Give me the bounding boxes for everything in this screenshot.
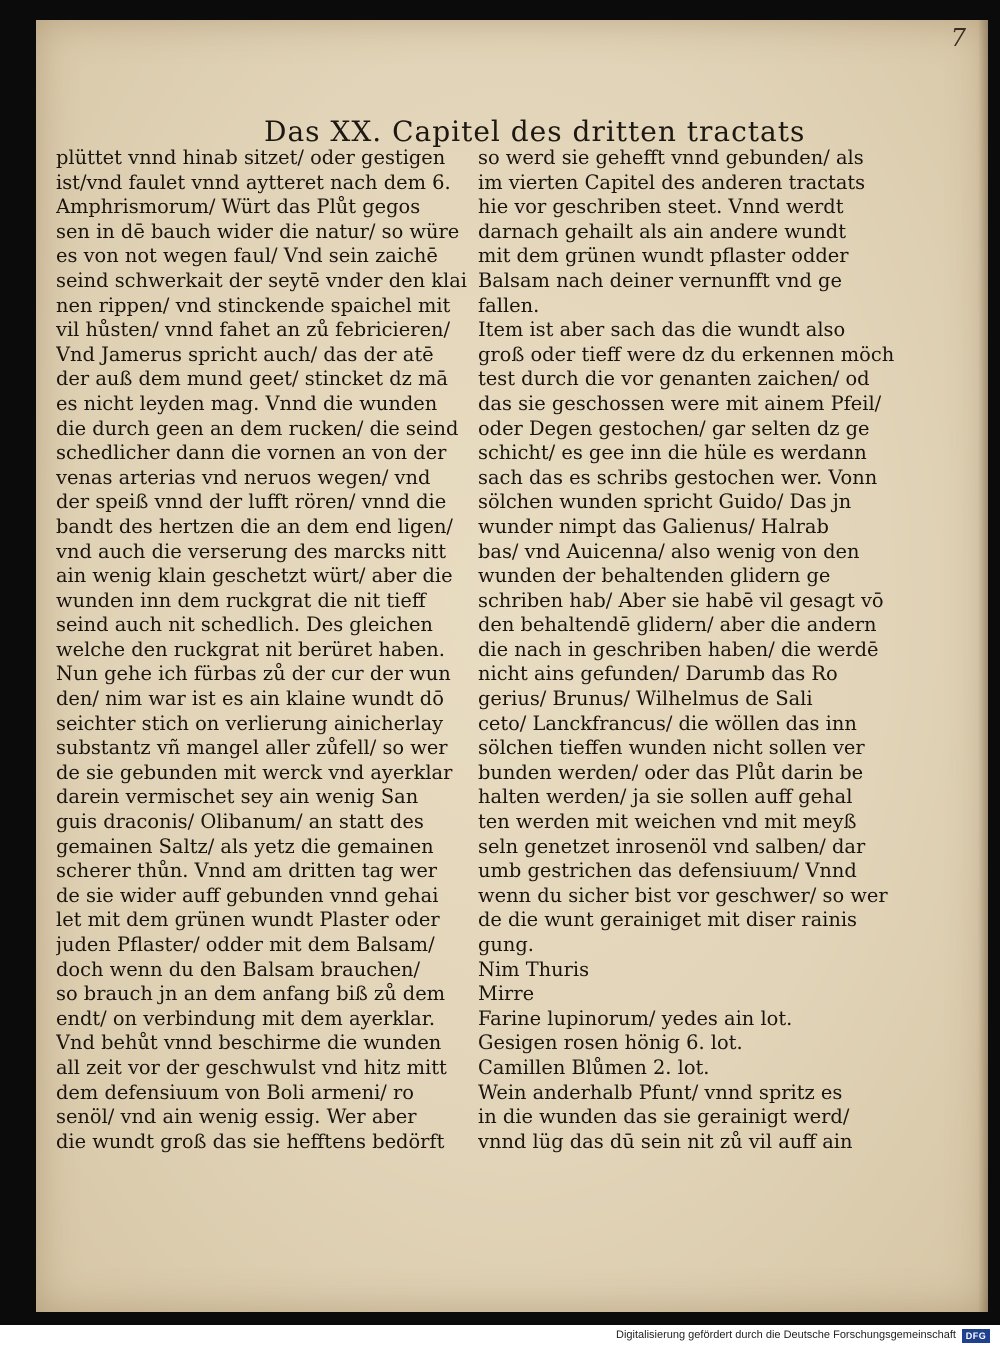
text-line: so brauch jn an dem anfang biß zů dem [56, 982, 446, 1006]
text-line: dem defensiuum von Boli armeni/ ro [56, 1080, 414, 1104]
text-line: Farine lupinorum/ yedes ain lot. [478, 1006, 793, 1030]
text-line: vnd auch die verserung des marcks nitt [56, 539, 446, 563]
text-line: doch wenn du den Balsam brauchen/ [56, 957, 421, 981]
text-line: bandt des hertzen die an dem end ligen/ [56, 514, 453, 538]
text-line: gerius/ Brunus/ Wilhelmus de Sali [478, 687, 813, 711]
text-line: let mit dem grünen wundt Plaster oder [56, 908, 440, 932]
funding-credit: Digitalisierung gefördert durch die Deutsche Forschungsgemeinschaft [616, 1329, 956, 1341]
text-line: den behaltendē glidern/ aber die andern [478, 613, 877, 637]
text-line: Vnd Jamerus spricht auch/ das der atē [56, 342, 434, 366]
text-line: gung. [478, 933, 534, 956]
text-line: das sie geschossen were mit ainem Pfeil/ [478, 391, 882, 415]
text-line: nen rippen/ vnd stinckende spaichel mit [56, 293, 451, 317]
text-line: die wundt groß das sie hefftens bedörft [56, 1129, 445, 1153]
text-line: darnach gehailt als ain andere wundt [478, 219, 847, 243]
text-line: vil hůsten/ vnnd fahet an zů febricieren/ [56, 318, 450, 342]
text-line: die nach in geschriben haben/ die werdē [478, 637, 879, 661]
text-line: fallen. [478, 293, 540, 317]
text-line: scherer thůn. Vnnd am dritten tag wer [56, 859, 438, 883]
text-line: den/ nim war ist es ain klaine wundt dō [56, 687, 444, 711]
text-line: seind auch nit schedlich. Des gleichen [56, 613, 433, 637]
text-line: es nicht leyden mag. Vnnd die wunden [56, 391, 438, 415]
text-line: juden Pflaster/ odder mit dem Balsam/ [56, 933, 435, 956]
folio-number: 7 [950, 24, 966, 52]
text-line: wunden inn dem ruckgrat die nit tieff [56, 588, 426, 612]
text-line: so werd sie gehefft vnnd gebunden/ als [478, 146, 864, 169]
text-line: Mirre [478, 982, 535, 1006]
text-line: in die wunden das sie gerainigt werd/ [478, 1105, 850, 1129]
text-line: test durch die vor genanten zaichen/ od [478, 367, 870, 391]
text-line: sach das es schribs gestochen wer. Vonn [478, 465, 878, 489]
text-line: bunden werden/ oder das Plůt darin be [478, 760, 864, 784]
text-line: Amphrismorum/ Würt das Plůt gegos [56, 195, 421, 219]
text-line: venas arterias vnd neruos wegen/ vnd [56, 465, 431, 489]
text-line: Gesigen rosen hönig 6. lot. [478, 1031, 743, 1055]
text-line: die durch geen an dem rucken/ die seind [56, 416, 459, 440]
right-text-column [478, 146, 918, 1154]
dfg-logo-icon: DFG [962, 1329, 990, 1343]
text-line: wunder nimpt das Galienus/ Halrab [478, 514, 829, 538]
text-line: endt/ on verbindung mit dem ayerklar. [56, 1006, 436, 1030]
text-line: der auß dem mund geet/ stincket dz mā [56, 367, 448, 391]
text-line: de die wunt gerainiget mit diser rainis [478, 908, 857, 932]
text-line: mit dem grünen wundt pflaster odder [478, 244, 849, 268]
text-line: substantz vñ mangel aller zůfell/ so wer [56, 736, 448, 760]
text-line: Item ist aber sach das die wundt also [478, 318, 846, 342]
text-line: wunden der behaltenden glidern ge [478, 564, 831, 588]
text-line: groß oder tieff were dz du erkennen möch [478, 342, 895, 366]
text-line: seln genetzet inrosenöl vnd salben/ dar [478, 834, 866, 858]
text-line: de sie wider auff gebunden vnnd gehai [56, 883, 439, 907]
text-line: es von not wegen faul/ Vnd sein zaichē [56, 244, 438, 268]
text-line: senöl/ vnd ain wenig essig. Wer aber [56, 1105, 417, 1129]
text-line: Nun gehe ich fürbas zů der cur der wun [56, 662, 451, 686]
text-line: darein vermischet sey ain wenig San [56, 785, 419, 809]
text-line: bas/ vnd Auicenna/ also wenig von den [478, 539, 860, 563]
text-line: gemainen Saltz/ als yetz die gemainen [56, 834, 434, 858]
text-line: Wein anderhalb Pfunt/ vnnd spritz es [478, 1080, 843, 1104]
text-line: Nim Thuris [478, 957, 590, 981]
text-line: de sie gebunden mit werck vnd ayerklar [56, 760, 453, 784]
text-line: sölchen tieffen wunden nicht sollen ver [478, 736, 865, 760]
text-line: der speiß vnnd der lufft rören/ vnnd die [56, 490, 447, 514]
text-line: nicht ains gefunden/ Darumb das Ro [478, 662, 838, 686]
text-line: sölchen wunden spricht Guido/ Das jn [478, 490, 852, 514]
text-line: ceto/ Lanckfrancus/ die wöllen das inn [478, 711, 857, 735]
text-line: Balsam nach deiner vernunfft vnd ge [478, 268, 842, 292]
text-line: schedlicher dann die vornen an von der [56, 441, 447, 465]
text-line: schriben hab/ Aber sie habē vil gesagt vō [478, 588, 884, 612]
page-edge-shadow [978, 20, 988, 1312]
text-line: all zeit vor der geschwulst vnd hitz mitt [56, 1055, 447, 1079]
text-line: umb gestrichen das defensiuum/ Vnnd [478, 859, 857, 883]
text-line: plüttet vnnd hinab sitzet/ oder gestigen [56, 146, 446, 169]
text-line: ain wenig klain geschetzt würt/ aber die [56, 564, 453, 588]
text-line: welche den ruckgrat nit berüret haben. [56, 637, 445, 661]
text-line: guis draconis/ Olibanum/ an statt des [56, 810, 424, 834]
text-line: im vierten Capitel des anderen tractats [478, 170, 866, 194]
text-line: ist/vnd faulet vnnd aytteret nach dem 6. [56, 170, 451, 194]
text-line: hie vor geschriben steet. Vnnd werdt [478, 195, 844, 219]
text-line: Camillen Blůmen 2. lot. [478, 1055, 710, 1079]
text-line: oder Degen gestochen/ gar selten dz ge [478, 416, 870, 440]
text-line: seichter stich on verlierung ainicherlay [56, 711, 444, 735]
text-line: halten werden/ ja sie sollen auff gehal [478, 785, 853, 809]
text-line: wenn du sicher bist vor geschwer/ so wer [478, 883, 888, 907]
left-text-column [56, 146, 496, 1154]
text-line: schicht/ es gee inn die hüle es werdann [478, 441, 867, 465]
running-head: Das XX. Capitel des dritten tractats [264, 115, 806, 148]
footer-bar [0, 1325, 1000, 1347]
text-line: sen in dē bauch wider die natur/ so würe [56, 219, 460, 243]
text-line: Vnd behůt vnnd beschirme die wunden [56, 1031, 442, 1055]
text-line: seind schwerkait der seytē vnder den klai [56, 268, 467, 292]
text-line: ten werden mit weichen vnd mit meyß [478, 810, 857, 834]
text-line: vnnd lüg das dū sein nit zů vil auff ain [478, 1129, 853, 1153]
